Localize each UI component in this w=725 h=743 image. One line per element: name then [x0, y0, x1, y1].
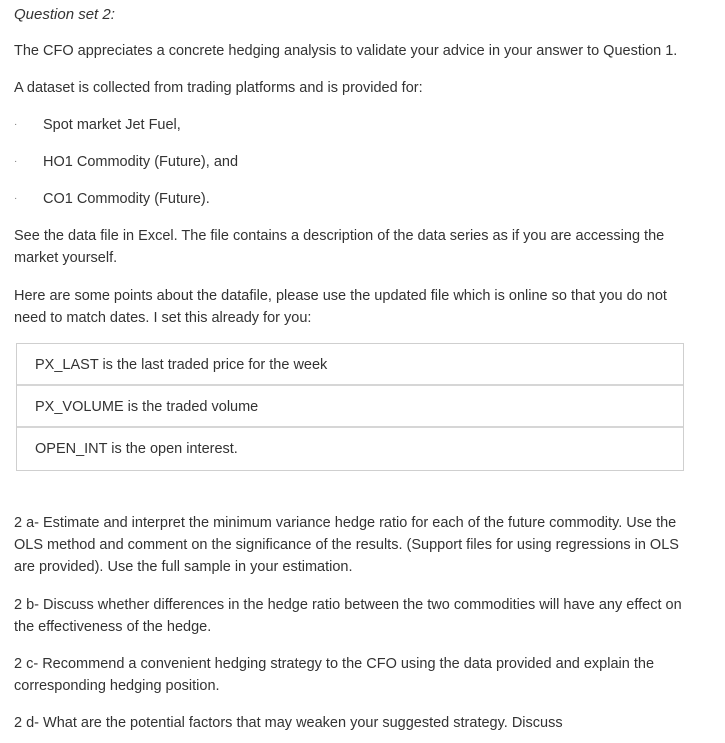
data-fields-table	[16, 343, 684, 471]
bullet-dot-icon: ·	[14, 156, 18, 167]
list-item	[14, 151, 686, 173]
question-2d: 2 d- What are the potential factors that may weaken your suggested strategy. Discuss	[14, 715, 563, 731]
excel-note-paragraph: See the data file in Excel. The file contains a description of the data series as if you are accessing the market yourself.	[14, 228, 665, 266]
bullet-dot-icon: ·	[14, 119, 18, 130]
table-row: OPEN_INT is the open interest.	[35, 441, 238, 457]
table-row: PX_LAST is the last traded price for the week	[17, 344, 683, 386]
list-item	[14, 114, 686, 136]
intro-paragraph: The CFO appreciates a concrete hedging analysis to validate your advice in your answer to Question 1.	[14, 43, 678, 59]
list-item-label: HO1 Commodity (Future), and	[43, 154, 239, 170]
list-item-label: CO1 Commodity (Future).	[43, 191, 210, 207]
list-item	[14, 188, 686, 210]
question-2a: 2 a- Estimate and interpret the minimum variance hedge ratio for each of the future commodity. Use the OLS method and comment on the significance of the results. (Support files for using regressions in OLS are provided). Use the full sample in your estimation.	[14, 515, 679, 575]
bullet-dot-icon: ·	[14, 193, 18, 204]
question-set-heading: Question set 2:	[14, 6, 115, 23]
dataset-intro-paragraph: A dataset is collected from trading platforms and is provided for:	[14, 80, 423, 96]
datafile-note-paragraph: Here are some points about the datafile, please use the updated file which is online so that you do not need to match dates. I set this already for you:	[14, 288, 667, 326]
list-item-label: Spot market Jet Fuel,	[43, 117, 181, 133]
question-2b: 2 b- Discuss whether differences in the hedge ratio between the two commodities will have any effect on the effectiveness of the hedge.	[14, 597, 682, 635]
question-2c: 2 c- Recommend a convenient hedging strategy to the CFO using the data provided and explain the corresponding hedging position.	[14, 656, 655, 694]
table-row: PX_VOLUME is the traded volume	[17, 386, 683, 428]
